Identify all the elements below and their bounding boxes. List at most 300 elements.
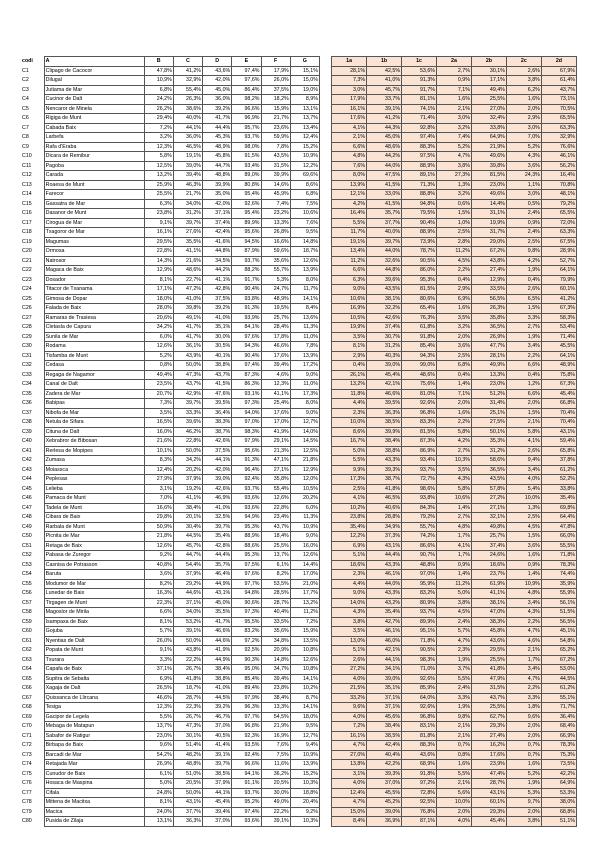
value-cell-highlighted: 78,3% (541, 741, 576, 751)
value-cell: 11,3% (290, 323, 319, 333)
spacer-cell (319, 323, 331, 333)
value-cell-highlighted: 43,3% (367, 456, 402, 466)
value-cell-highlighted: 52,2% (541, 475, 576, 485)
value-cell: 37,5% (203, 446, 232, 456)
row-code: C69 (22, 713, 32, 720)
value-cell-highlighted: 45,1% (541, 627, 576, 637)
value-cell-highlighted: 64,1% (541, 266, 576, 276)
value-cell: 38,4% (261, 693, 290, 703)
value-cell-highlighted: 86,0% (402, 266, 437, 276)
value-cell-highlighted: 65,8% (541, 446, 576, 456)
value-cell-highlighted: 58,3% (541, 313, 576, 323)
value-cell: 37,0% (203, 817, 232, 827)
value-cell: 90,4% (232, 351, 261, 361)
value-cell-highlighted: 3,1% (332, 769, 367, 779)
value-cell-highlighted: 10,0% (506, 494, 541, 504)
value-cell: 6,6% (144, 608, 173, 618)
value-cell-highlighted: 3,5% (437, 465, 472, 475)
value-cell: 17,6% (261, 408, 290, 418)
value-cell: 95,5% (232, 617, 261, 627)
value-cell: 96,4% (232, 465, 261, 475)
value-cell: 28,0% (144, 304, 173, 314)
value-cell-highlighted: 41,5% (367, 199, 402, 209)
value-cell-highlighted: 42,2% (541, 769, 576, 779)
table-row (21, 532, 577, 542)
value-cell-highlighted: 31,2% (471, 446, 506, 456)
header-codi: codi (22, 58, 33, 64)
row-code: C48 (22, 514, 32, 520)
value-cell-highlighted: 2,0% (506, 722, 541, 732)
row-code: C80 (22, 818, 32, 824)
row-code: C31 (22, 352, 32, 359)
row-name: Roaesa de Munt (44, 180, 144, 190)
row-code: C52 (22, 552, 32, 558)
value-cell: 41,0% (173, 294, 202, 304)
value-cell-highlighted: 11,7% (332, 228, 367, 238)
value-cell-highlighted: 67,2% (541, 655, 576, 665)
value-cell-highlighted: 41,8% (367, 484, 402, 494)
spacer-cell (319, 589, 331, 599)
value-cell-highlighted: 33,5% (471, 285, 506, 295)
value-cell-highlighted: 27,5% (471, 418, 506, 428)
value-cell-highlighted: 29,3% (471, 722, 506, 732)
value-cell: 28,4% (261, 323, 290, 333)
value-cell-highlighted: 3,6% (506, 161, 541, 171)
row-name: Moiassca (44, 465, 144, 475)
value-cell: 4,6% (261, 370, 290, 380)
value-cell-highlighted: 44,1% (367, 655, 402, 665)
value-cell-highlighted: 64,9% (471, 133, 506, 143)
value-cell-highlighted: 1,7% (437, 551, 472, 561)
value-cell: 41,9% (203, 646, 232, 656)
spacer-cell (319, 665, 331, 675)
value-cell-highlighted: 67,2% (471, 247, 506, 257)
row-name: Sabafor de Ratigur (44, 731, 144, 741)
value-cell: 23,4% (261, 513, 290, 523)
value-cell: 50,0% (173, 788, 202, 798)
value-cell: 6,1% (261, 560, 290, 570)
value-cell-highlighted: 88,9% (402, 228, 437, 238)
value-cell: 9,0% (290, 532, 319, 542)
value-cell-highlighted: 3,8% (437, 161, 472, 171)
value-cell-highlighted: 37,1% (367, 693, 402, 703)
value-cell: 22,8% (173, 437, 202, 447)
value-cell-highlighted: 36,9% (367, 817, 402, 827)
value-cell: 43,7% (261, 522, 290, 532)
value-cell-highlighted: 75,8% (541, 370, 576, 380)
spacer-cell (319, 741, 331, 751)
value-cell: 10,6% (290, 209, 319, 219)
value-cell-highlighted: 10,5% (332, 313, 367, 323)
value-cell-highlighted: 45,6% (367, 712, 402, 722)
spacer-cell (319, 731, 331, 741)
row-code: C72 (22, 742, 32, 748)
value-cell-highlighted: 2,1% (332, 133, 367, 143)
value-cell-highlighted: 53,0% (541, 665, 576, 675)
value-cell: 12,4% (290, 133, 319, 143)
value-cell-highlighted: 6,5% (506, 294, 541, 304)
value-cell-highlighted: 4,3% (332, 608, 367, 618)
value-cell: 86,4% (232, 85, 261, 95)
value-cell-highlighted: 2,6% (506, 285, 541, 295)
value-cell: 95,4% (232, 209, 261, 219)
value-cell: 45,0% (203, 598, 232, 608)
value-cell-highlighted: 7,4% (437, 133, 472, 143)
table-row (21, 475, 577, 485)
spacer-cell (319, 399, 331, 409)
value-cell-highlighted: 10,0% (332, 418, 367, 428)
value-cell: 35,4% (203, 532, 232, 542)
value-cell-highlighted: 75,6% (402, 380, 437, 390)
table-row (21, 152, 577, 162)
value-cell: 55,4% (173, 85, 202, 95)
value-cell-highlighted: 27,4% (471, 266, 506, 276)
value-cell: 37,5% (261, 85, 290, 95)
value-cell: 30,0% (261, 788, 290, 798)
value-cell-highlighted: 37,0% (367, 779, 402, 789)
value-cell-highlighted: 40,0% (367, 228, 402, 238)
table-row (21, 560, 577, 570)
value-cell-highlighted: 49,8% (471, 522, 506, 532)
table-row (21, 703, 577, 713)
value-cell-highlighted: 74,1% (402, 104, 437, 114)
value-cell-highlighted: 0,4% (332, 361, 367, 371)
value-cell-highlighted: 0,9% (437, 560, 472, 570)
spacer-cell (319, 541, 331, 551)
value-cell-highlighted: 10,2% (332, 503, 367, 513)
value-cell: 95,6% (232, 446, 261, 456)
value-cell-highlighted: 9,0% (332, 589, 367, 599)
value-cell-highlighted: 45,4% (541, 389, 576, 399)
value-cell: 44,6% (203, 636, 232, 646)
value-cell: 96,6% (232, 104, 261, 114)
row-name: Dasanor de Munt (44, 209, 144, 219)
value-cell: 51,0% (173, 769, 202, 779)
value-cell-highlighted: 44,2% (367, 152, 402, 162)
spacer-cell (319, 95, 331, 105)
table-row (21, 389, 577, 399)
value-cell: 7,4% (261, 199, 290, 209)
value-cell: 17,3% (290, 389, 319, 399)
value-cell-highlighted: 14,0% (332, 598, 367, 608)
table-row (21, 750, 577, 760)
value-cell: 7,5% (290, 199, 319, 209)
value-cell-highlighted: 96,8% (402, 712, 437, 722)
value-cell: 83,2% (232, 627, 261, 637)
value-cell-highlighted: 4,6% (506, 636, 541, 646)
row-code: C30 (22, 343, 32, 349)
value-cell-highlighted: 71,4% (402, 114, 437, 124)
value-cell: 29,4% (144, 114, 173, 124)
value-cell-highlighted: 7,6% (332, 161, 367, 171)
value-cell: 44,5% (173, 532, 202, 542)
value-cell-highlighted: 95,3% (402, 275, 437, 285)
spacer-cell (319, 712, 331, 722)
spacer-cell (319, 636, 331, 646)
value-cell: 97,7% (232, 712, 261, 722)
value-cell-highlighted: 12,2% (332, 532, 367, 542)
value-cell: 11,6% (261, 760, 290, 770)
value-cell-highlighted: 4,7% (437, 152, 472, 162)
value-cell: 90,6% (232, 598, 261, 608)
table-row (21, 104, 577, 114)
value-cell: 7,3% (144, 399, 173, 409)
value-cell-highlighted: 66,9% (541, 731, 576, 741)
value-cell-highlighted: 0,7% (437, 741, 472, 751)
value-cell: 20,5% (173, 779, 202, 789)
value-cell-highlighted: 27,2% (471, 494, 506, 504)
value-cell-highlighted: 87,1% (402, 817, 437, 827)
value-cell-highlighted: 17,6% (332, 114, 367, 124)
value-cell-highlighted: 81,0% (402, 389, 437, 399)
table-row (21, 199, 577, 209)
value-cell-highlighted: 90,5% (402, 646, 437, 656)
row-code: C40 (22, 438, 32, 444)
value-cell-highlighted: 69,8% (541, 503, 576, 513)
value-cell: 43,8% (173, 646, 202, 656)
value-cell: 13,7% (261, 551, 290, 561)
row-name: Zumasa (44, 456, 144, 466)
value-cell: 47,1% (261, 456, 290, 466)
value-cell: 35,0% (203, 190, 232, 200)
spacer-cell (319, 570, 331, 580)
row-code: C65 (22, 675, 32, 682)
value-cell: 97,4% (232, 361, 261, 371)
value-cell-highlighted: 13,4% (332, 247, 367, 257)
value-cell-highlighted: 98,3% (402, 655, 437, 665)
value-cell: 23,0% (144, 731, 173, 741)
value-cell-highlighted: 4,4% (332, 579, 367, 589)
value-cell-highlighted: 5,7% (437, 627, 472, 637)
value-cell: 26,5% (144, 684, 173, 694)
value-cell: 23,6% (261, 123, 290, 133)
value-cell-highlighted: 19,9% (471, 218, 506, 228)
value-cell-highlighted: 46,1% (541, 152, 576, 162)
value-cell-highlighted: 2,8% (437, 237, 472, 247)
value-cell-highlighted: 67,3% (541, 380, 576, 390)
value-cell-highlighted: 65,4% (402, 304, 437, 314)
table-row (21, 437, 577, 447)
value-cell: 34,5% (203, 256, 232, 266)
value-cell: 37,5% (203, 294, 232, 304)
value-cell-highlighted: 4,3% (437, 475, 472, 485)
table-row (21, 693, 577, 703)
value-cell: 14,6% (261, 180, 290, 190)
value-cell: 40,8% (144, 560, 173, 570)
value-cell-highlighted: 36,4% (541, 712, 576, 722)
value-cell: 7,5% (261, 750, 290, 760)
row-code: C63 (22, 656, 32, 663)
value-cell-highlighted: 3,3% (437, 693, 472, 703)
value-cell-highlighted: 0,7% (506, 750, 541, 760)
table-row (21, 817, 577, 827)
value-cell-highlighted: 38,1% (367, 294, 402, 304)
value-cell-highlighted: 5,2% (506, 769, 541, 779)
value-cell: 44,4% (203, 123, 232, 133)
value-cell-highlighted: 35,4% (332, 522, 367, 532)
value-cell-highlighted: 0,4% (506, 275, 541, 285)
value-cell: 13,7% (290, 114, 319, 124)
value-cell: 13,4% (290, 123, 319, 133)
value-cell-highlighted: 38,5% (367, 418, 402, 428)
value-cell: 91,1% (232, 779, 261, 789)
value-cell-highlighted: 4,7% (332, 798, 367, 808)
value-cell-highlighted: 8,4% (332, 817, 367, 827)
value-cell: 25,5% (144, 190, 173, 200)
table-row (21, 446, 577, 456)
value-cell: 9,0% (290, 370, 319, 380)
value-cell: 36,4% (203, 408, 232, 418)
value-cell-highlighted: 3,6% (437, 342, 472, 352)
row-name: Tadela de Munt (44, 503, 144, 513)
value-cell: 12,9% (290, 465, 319, 475)
value-cell-highlighted: 3,6% (506, 541, 541, 551)
value-cell-highlighted: 43,1% (471, 788, 506, 798)
row-name: Jutiama de Mar (44, 85, 144, 95)
table-row (21, 589, 577, 599)
row-code: C43 (22, 466, 32, 473)
value-cell-highlighted: 96,8% (402, 408, 437, 418)
value-cell-highlighted: 81,8% (402, 731, 437, 741)
value-cell: 42,8% (203, 541, 232, 551)
value-cell: 3,6% (144, 570, 173, 580)
value-cell: 12,3% (144, 142, 173, 152)
table-row (21, 275, 577, 285)
value-cell-highlighted: 19,1% (332, 237, 367, 247)
value-cell-highlighted: 32,2% (367, 304, 402, 314)
value-cell-highlighted: 47,7% (471, 342, 506, 352)
value-cell-highlighted: 4,3% (506, 608, 541, 618)
value-cell-highlighted: 85,4% (402, 342, 437, 352)
table-row (21, 237, 577, 247)
row-name: Lunedar de Baix (44, 589, 144, 599)
value-cell-highlighted: 78,3% (541, 560, 576, 570)
value-cell-highlighted: 92,6% (402, 674, 437, 684)
value-cell-highlighted: 47,5% (367, 171, 402, 181)
value-cell-highlighted: 25,5% (471, 655, 506, 665)
value-cell: 50,0% (173, 636, 202, 646)
table-row (21, 294, 577, 304)
spacer-cell (319, 465, 331, 475)
value-cell-highlighted: 31,4% (471, 399, 506, 409)
value-cell: 36,3% (173, 817, 202, 827)
value-cell-highlighted: 35,8% (471, 313, 506, 323)
value-cell-highlighted: 41,2% (367, 114, 402, 124)
value-cell-highlighted: 97,2% (402, 779, 437, 789)
header-2a: 2a (437, 57, 472, 67)
value-cell: 48,8% (203, 171, 232, 181)
row-name: Canal de Dalt (44, 380, 144, 390)
row-name: Titacor de Txanama (44, 285, 144, 295)
table-row (21, 646, 577, 656)
table-row (21, 171, 577, 181)
header-a: A (44, 57, 144, 67)
value-cell: 91,3% (232, 456, 261, 466)
value-cell-highlighted: 1,8% (506, 703, 541, 713)
spacer-cell (319, 579, 331, 589)
value-cell-highlighted: 3,2% (437, 123, 472, 133)
value-cell-highlighted: 32,9% (541, 133, 576, 143)
value-cell-highlighted: 4,8% (332, 152, 367, 162)
value-cell-highlighted: 59,4% (541, 437, 576, 447)
table-row (21, 570, 577, 580)
value-cell: 69,6% (290, 171, 319, 181)
spacer-cell (319, 266, 331, 276)
row-code: C39 (22, 428, 32, 435)
value-cell: 97,4% (232, 807, 261, 817)
value-cell: 12,5% (144, 161, 173, 171)
value-cell: 97,3% (232, 608, 261, 618)
value-cell: 90,3% (232, 655, 261, 665)
value-cell-highlighted: 4,0% (332, 674, 367, 684)
row-code: C58 (22, 609, 32, 615)
row-code: C29 (22, 333, 32, 340)
value-cell-highlighted: 70,4% (541, 408, 576, 418)
value-cell: 41,9% (261, 427, 290, 437)
value-cell-highlighted: 43,6% (471, 636, 506, 646)
value-cell-highlighted: 3,5% (332, 627, 367, 637)
row-name: Baruta (44, 570, 144, 580)
value-cell-highlighted: 4,7% (332, 741, 367, 751)
value-cell: 51,4% (173, 741, 202, 751)
value-cell: 14,8% (290, 237, 319, 247)
value-cell-highlighted: 46,6% (367, 389, 402, 399)
value-cell-highlighted: 73,1% (541, 95, 576, 105)
value-cell: 17,8% (261, 332, 290, 342)
value-cell-highlighted: 5,5% (332, 218, 367, 228)
value-cell-highlighted: 48,1% (541, 190, 576, 200)
value-cell: 40,0% (173, 114, 202, 124)
value-cell-highlighted: 39,6% (367, 275, 402, 285)
value-cell: 53,5% (261, 579, 290, 589)
value-cell: 14,8% (261, 655, 290, 665)
value-cell-highlighted: 2,0% (506, 731, 541, 741)
spacer-cell (319, 133, 331, 143)
value-cell-highlighted: 0,5% (506, 199, 541, 209)
value-cell: 30,5% (203, 342, 232, 352)
value-cell-highlighted: 83,1% (402, 722, 437, 732)
table-row (21, 494, 577, 504)
value-cell: 13,3% (261, 703, 290, 713)
value-cell: 21,3% (261, 446, 290, 456)
value-cell-highlighted: 33,8% (471, 123, 506, 133)
value-cell-highlighted: 0,7% (506, 741, 541, 751)
value-cell: 97,4% (232, 66, 261, 76)
row-name: Netula de Sifara (44, 418, 144, 428)
value-cell-highlighted: 3,5% (332, 332, 367, 342)
value-cell-highlighted: 6,9% (437, 294, 472, 304)
value-cell-highlighted: 1,3% (437, 180, 472, 190)
value-cell: 8,2% (261, 570, 290, 580)
value-cell: 12,4% (144, 465, 173, 475)
value-cell-highlighted: 81,5% (402, 427, 437, 437)
value-cell-highlighted: 63,3% (541, 123, 576, 133)
value-cell-highlighted: 5,5% (437, 674, 472, 684)
value-cell-highlighted: 91,7% (402, 85, 437, 95)
value-cell-highlighted: 2,6% (506, 66, 541, 76)
value-cell: 41,4% (203, 741, 232, 751)
value-cell: 8,4% (290, 304, 319, 314)
value-cell-highlighted: 42,1% (367, 646, 402, 656)
value-cell-highlighted: 5,5% (437, 769, 472, 779)
value-cell: 43,9% (173, 351, 202, 361)
value-cell-highlighted: 88,9% (402, 161, 437, 171)
value-cell: 53,2% (173, 617, 202, 627)
row-name: Retaga de Baix (44, 541, 144, 551)
value-cell-highlighted: 2,2% (506, 684, 541, 694)
value-cell: 93,7% (232, 256, 261, 266)
value-cell-highlighted: 2,6% (506, 446, 541, 456)
